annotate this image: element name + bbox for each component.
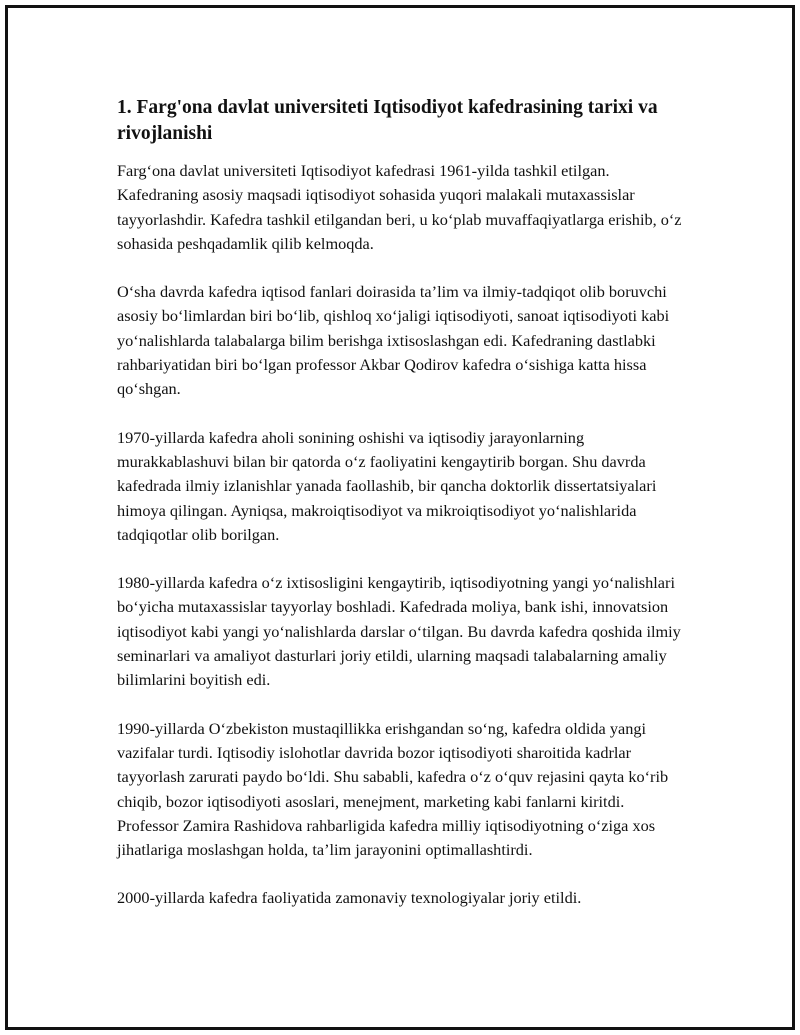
paragraph-6: 2000-yillarda kafedra faoliyatida zamonaviy texnologiyalar joriy etildi. — [117, 888, 582, 908]
paragraph-3: 1970-yillarda kafedra aholi sonining oshishi va iqtisodiy jarayonlarning murakkablashuvi bilan bir qatorda o‘z faoliyatini kengaytirib borgan. Shu davrda kafedrada ilmiy izlanishlar yanada faollashib, bir qancha doktorlik dissertatsiyalari himoya qilingan. Ayniqsa, makroiqtisodiyot va mikroiqtisodiyot yo‘nalishlarida tadqiqotlar olib borilgan. — [117, 427, 657, 544]
paragraph-1: Farg‘ona davlat universiteti Iqtisodiyot kafedrasi 1961-yilda tashkil etilgan. Kafedraning asosiy maqsadi iqtisodiyot sohasida yuqori malakali mutaxassislar tayyorlashdir. Kafedra tashkil etilgandan beri, u ko‘plab muvaffaqiyatlarga erishib, o‘z sohasida peshqadamlik qilib kelmoqda. — [117, 161, 682, 253]
paragraph-2: O‘sha davrda kafedra iqtisod fanlari doirasida ta’lim va ilmiy-tadqiqot olib boruvchi asosiy bo‘limlardan biri bo‘lib, qishloq xo‘jaligi iqtisodiyoti, sanoat iqtisodiyoti kabi yo‘nalishlarda talabalarga bilim berishga ixtisoslashgan edi. Kafedraning dastlabki rahbariyatidan biri bo‘lgan professor Akbar Qodirov kafedra o‘sishiga katta hissa qo‘shgan. — [117, 282, 670, 399]
document-body — [117, 95, 687, 935]
paragraph-5: 1990-yillarda O‘zbekiston mustaqillikka erishgandan so‘ng, kafedra oldida yangi vazifalar turdi. Iqtisodiy islohotlar davrida bozor iqtisodiyoti sharoitida kadrlar tayyorlash zarurati paydo bo‘ldi. Shu sababli, kafedra o‘z o‘quv rejasini qayta ko‘rib chiqib, bozor iqtisodiyoti asoslari, menejment, marketing kabi fanlarni kiritdi. Professor Zamira Rashidova rahbarligida kafedra milliy iqtisodiyotning o‘ziga xos jihatlariga moslashgan holda, ta’lim jarayonini optimallashtirdi. — [117, 718, 669, 860]
paragraph-4: 1980-yillarda kafedra o‘z ixtisosligini kengaytirib, iqtisodiyotning yangi yo‘nalishlari bo‘yicha mutaxassislar tayyorlay boshladi. Kafedrada moliya, bank ishi, innovatsion iqtisodiyot kabi yangi yo‘nalishlarda darslar o‘tilgan. Bu davrda kafedra qoshida ilmiy seminarlari va amaliyot dasturlari joriy etildi, ularning maqsadi talabalarning amaliy bilimlarini boyitish edi. — [117, 573, 681, 690]
section-heading: 1. Farg'ona davlat universiteti Iqtisodiyot kafedrasining tarixi va rivojlanishi — [117, 97, 658, 144]
